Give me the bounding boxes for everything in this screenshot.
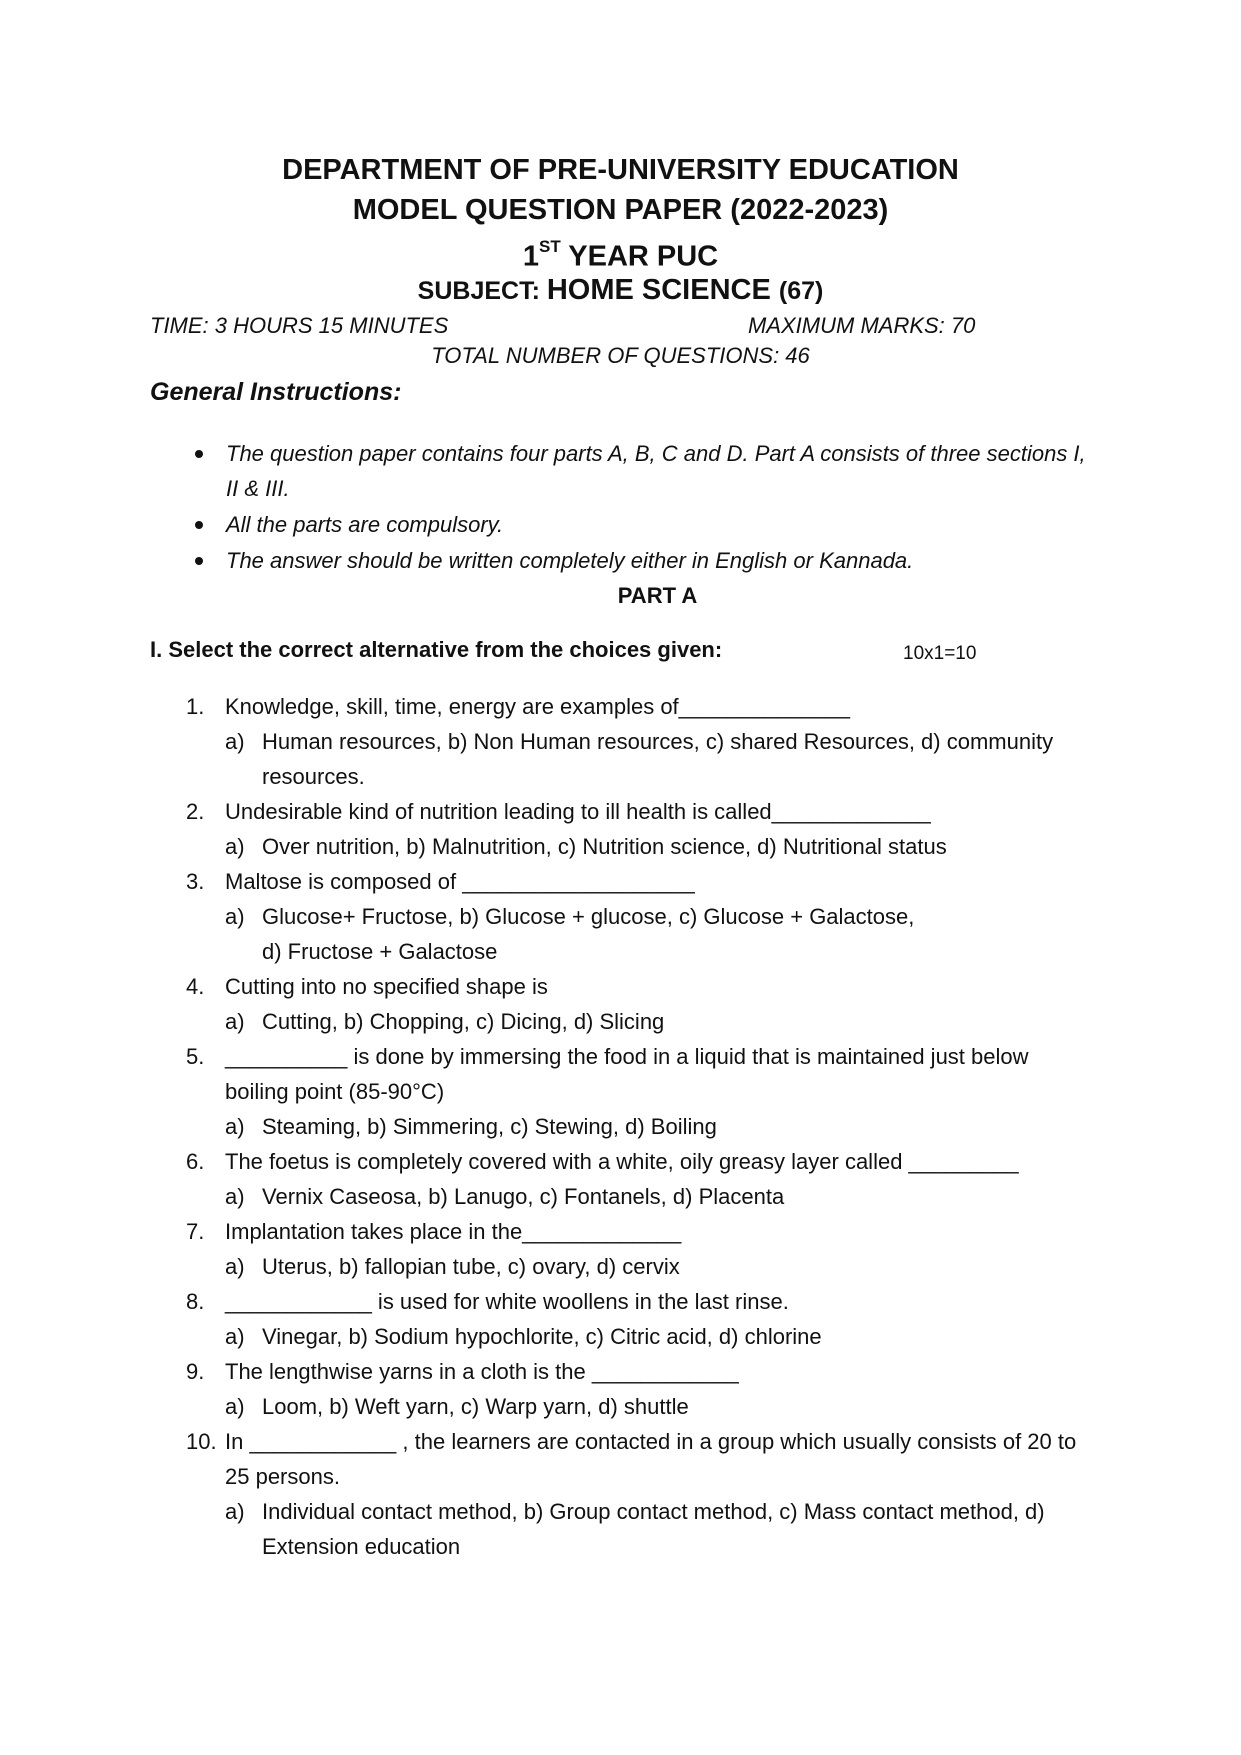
option-text: Human resources, b) Non Human resources, c) shared Resources, d) community resources. bbox=[262, 729, 1054, 789]
instruction-item bbox=[226, 436, 1096, 506]
question-item bbox=[186, 1424, 1086, 1564]
question-options bbox=[225, 724, 1086, 794]
question-text: Implantation takes place in the_____________ bbox=[225, 1219, 682, 1244]
question-number: 9. bbox=[186, 1359, 205, 1384]
instructions-list bbox=[226, 436, 1096, 579]
question-number: 10. bbox=[186, 1429, 217, 1454]
option-letter: a) bbox=[225, 1394, 245, 1419]
question-item bbox=[186, 1039, 1086, 1144]
instruction-text: All the parts are compulsory. bbox=[226, 512, 504, 537]
question-number: 8. bbox=[186, 1289, 205, 1314]
general-instructions-heading: General Instructions: bbox=[150, 378, 402, 406]
total-questions: TOTAL NUMBER OF QUESTIONS: 46 bbox=[431, 343, 810, 368]
question-item bbox=[186, 1144, 1086, 1214]
question-options bbox=[225, 1004, 1086, 1039]
question-text: In ____________ , the learners are contacted in a group which usually consists of 20 to 25 persons. bbox=[225, 1429, 1077, 1489]
question-item bbox=[186, 794, 1086, 864]
part-a-title: PART A bbox=[617, 583, 698, 608]
maximum-marks: MAXIMUM MARKS: 70 bbox=[748, 313, 976, 338]
question-options bbox=[225, 1389, 1086, 1424]
question-options bbox=[225, 899, 925, 969]
instruction-text: The answer should be written completely either in English or Kannada. bbox=[226, 548, 914, 573]
option-text: Over nutrition, b) Malnutrition, c) Nutrition science, d) Nutritional status bbox=[262, 834, 947, 859]
question-item bbox=[186, 1214, 1086, 1284]
question-text: The lengthwise yarns in a cloth is the ____________ bbox=[225, 1359, 739, 1384]
year-number: 1 bbox=[522, 240, 539, 273]
option-text: Cutting, b) Chopping, c) Dicing, d) Slicing bbox=[262, 1009, 665, 1034]
question-options bbox=[225, 829, 1086, 864]
option-letter: a) bbox=[225, 1184, 245, 1209]
paper-title: MODEL QUESTION PAPER (2022-2023) bbox=[352, 194, 889, 226]
question-options bbox=[225, 1319, 1086, 1354]
option-letter: a) bbox=[225, 834, 245, 859]
subject-code: (67) bbox=[778, 277, 824, 305]
option-letter: a) bbox=[225, 1009, 245, 1034]
instruction-item bbox=[226, 543, 1096, 578]
question-text: Maltose is composed of ___________________ bbox=[225, 869, 695, 894]
subject-title bbox=[0, 270, 1241, 311]
year-rest: YEAR PUC bbox=[560, 240, 719, 273]
question-text: __________ is done by immersing the food in a liquid that is maintained just below boiling point (85-90°C) bbox=[225, 1044, 1029, 1104]
question-text: Knowledge, skill, time, energy are examples of______________ bbox=[225, 694, 850, 719]
year-superscript: ST bbox=[539, 237, 561, 256]
option-letter: a) bbox=[225, 1324, 245, 1349]
question-item bbox=[186, 689, 1086, 794]
option-text: Loom, b) Weft yarn, c) Warp yarn, d) shuttle bbox=[262, 1394, 689, 1419]
section-title: I. Select the correct alternative from the choices given: bbox=[150, 637, 723, 662]
option-letter: a) bbox=[225, 729, 245, 754]
question-text: The foetus is completely covered with a white, oily greasy layer called _________ bbox=[225, 1149, 1019, 1174]
option-letter: a) bbox=[225, 1499, 245, 1524]
option-text: Uterus, b) fallopian tube, c) ovary, d) cervix bbox=[262, 1254, 680, 1279]
question-options bbox=[225, 1249, 1086, 1284]
option-text: Vernix Caseosa, b) Lanugo, c) Fontanels, d) Placenta bbox=[262, 1184, 785, 1209]
instruction-text: The question paper contains four parts A, B, C and D. Part A consists of three sections I, II & III. bbox=[226, 441, 1086, 501]
option-letter: a) bbox=[225, 1254, 245, 1279]
question-options bbox=[225, 1179, 1086, 1214]
option-letter: a) bbox=[225, 904, 245, 929]
bullet-icon bbox=[195, 450, 203, 458]
subject-label: SUBJECT: bbox=[417, 277, 547, 305]
question-number: 2. bbox=[186, 799, 205, 824]
instruction-item bbox=[226, 507, 1096, 542]
question-text: Undesirable kind of nutrition leading to ill health is called_____________ bbox=[225, 799, 931, 824]
time-allowed: TIME: 3 HOURS 15 MINUTES bbox=[150, 313, 449, 338]
question-item bbox=[186, 864, 1086, 969]
question-number: 4. bbox=[186, 974, 205, 999]
option-text: Individual contact method, b) Group contact method, c) Mass contact method, d) Extension education bbox=[262, 1499, 1045, 1559]
question-text: Cutting into no specified shape is bbox=[225, 974, 548, 999]
question-options bbox=[225, 1494, 1086, 1564]
question-number: 1. bbox=[186, 694, 205, 719]
question-list bbox=[186, 689, 1086, 1564]
option-text: Steaming, b) Simmering, c) Stewing, d) Boiling bbox=[262, 1114, 717, 1139]
question-number: 6. bbox=[186, 1149, 205, 1174]
option-letter: a) bbox=[225, 1114, 245, 1139]
question-item bbox=[186, 1284, 1086, 1354]
bullet-icon bbox=[195, 521, 203, 529]
question-options bbox=[225, 1109, 1086, 1144]
question-item bbox=[186, 1354, 1086, 1424]
question-number: 3. bbox=[186, 869, 205, 894]
question-item bbox=[186, 969, 1086, 1039]
bullet-icon bbox=[195, 557, 203, 565]
option-text: Glucose+ Fructose, b) Glucose + glucose, c) Glucose + Galactose, d) Fructose + Galactose bbox=[262, 904, 915, 964]
option-text: Vinegar, b) Sodium hypochlorite, c) Citric acid, d) chlorine bbox=[262, 1324, 822, 1349]
question-number: 7. bbox=[186, 1219, 205, 1244]
department-title: DEPARTMENT OF PRE-UNIVERSITY EDUCATION bbox=[282, 154, 959, 186]
question-text: ____________ is used for white woollens in the last rinse. bbox=[225, 1289, 789, 1314]
section-marks: 10x1=10 bbox=[903, 643, 977, 664]
subject-name: HOME SCIENCE bbox=[546, 274, 779, 306]
question-number: 5. bbox=[186, 1044, 205, 1069]
